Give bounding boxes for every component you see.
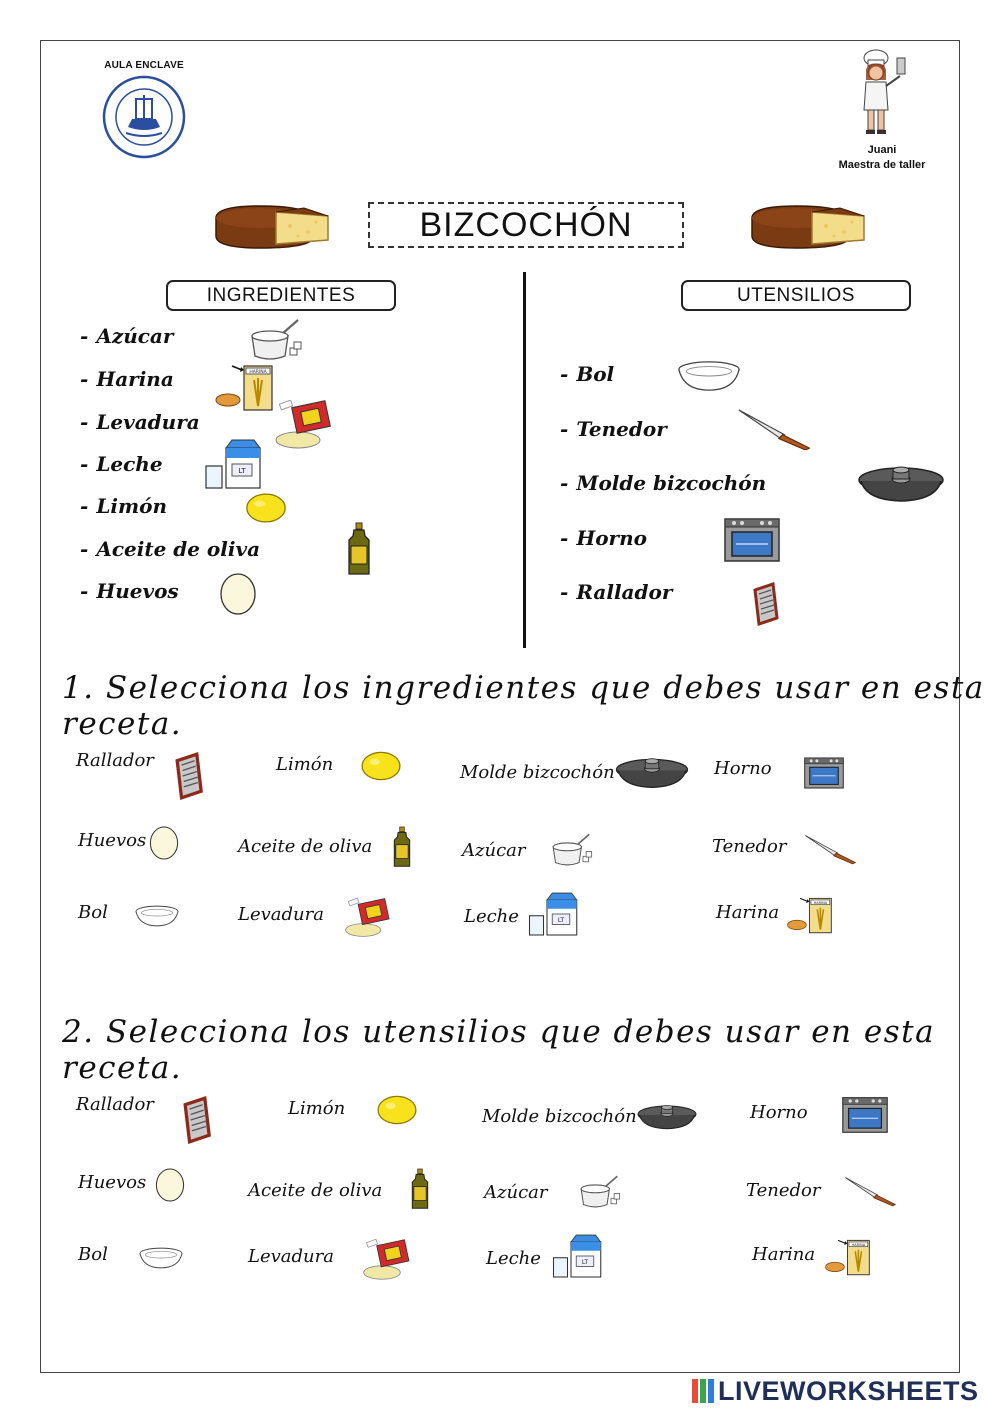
q2-option-label[interactable]: Leche	[486, 1248, 541, 1269]
lemon-icon[interactable]	[360, 750, 402, 782]
q1-option-label[interactable]: Tenedor	[712, 836, 787, 857]
ingredient-item: - Huevos	[80, 579, 179, 603]
column-divider	[523, 272, 526, 648]
utensil-item: - Bol	[560, 362, 615, 386]
q2-option-label[interactable]: Tenedor	[746, 1180, 821, 1201]
grater-icon	[740, 582, 788, 626]
q2-option-label[interactable]: Horno	[750, 1102, 808, 1123]
q2-option-label[interactable]: Rallador	[76, 1094, 154, 1115]
cake-icon	[212, 200, 332, 250]
grater-icon[interactable]	[170, 752, 204, 800]
q1-option-label[interactable]: Bol	[78, 902, 108, 923]
egg-icon[interactable]	[148, 820, 180, 866]
lemon-icon	[238, 492, 294, 524]
school-header	[92, 60, 196, 159]
utensil-item: - Horno	[560, 526, 647, 550]
q1-option-label[interactable]: Rallador	[76, 750, 154, 771]
bowl-icon[interactable]	[134, 898, 180, 934]
cake-mold-icon	[856, 464, 946, 504]
grater-icon[interactable]	[178, 1096, 212, 1144]
q2-option-label[interactable]: Aceite de oliva	[248, 1180, 383, 1201]
cake-mold-icon[interactable]	[636, 1098, 698, 1136]
olive-oil-bottle-icon[interactable]	[410, 1160, 430, 1218]
ingredient-item: - Aceite de oliva	[80, 537, 261, 561]
q1-option-label[interactable]: Leche	[464, 906, 519, 927]
olive-oil-bottle-icon	[346, 522, 372, 576]
q1-option-label[interactable]: Aceite de oliva	[238, 836, 373, 857]
teacher-name: Juani	[867, 144, 897, 156]
ingredient-item: - Harina	[80, 367, 174, 391]
question-2: 2. Selecciona los utensilios que debes usar en esta receta.	[62, 1014, 936, 1086]
knife-icon[interactable]	[844, 1168, 898, 1214]
ingredient-item: - Limón	[80, 494, 168, 518]
olive-oil-bottle-icon[interactable]	[392, 818, 412, 876]
q1-option-label[interactable]: Harina	[716, 902, 780, 923]
q2-option-label[interactable]: Azúcar	[484, 1182, 548, 1203]
ingredient-item: - Leche	[80, 452, 163, 476]
liveworksheets-logo-icon	[692, 1379, 714, 1403]
flour-bag-icon[interactable]	[824, 1232, 874, 1280]
question-1: 1. Selecciona los ingredientes que debes usar en esta receta.	[62, 670, 985, 742]
egg-icon[interactable]	[154, 1162, 186, 1208]
oven-icon[interactable]	[804, 748, 844, 798]
bowl-icon	[676, 360, 742, 392]
utensil-item: - Molde bizcochón	[560, 471, 767, 495]
sugar-bowl-icon[interactable]	[550, 828, 594, 872]
q2-option-label[interactable]: Limón	[288, 1098, 346, 1119]
chef-avatar-icon	[852, 48, 912, 138]
q2-option-label[interactable]: Harina	[752, 1244, 816, 1265]
ingredient-item: - Azúcar	[80, 324, 174, 348]
milk-carton-icon[interactable]	[550, 1230, 606, 1282]
milk-carton-icon[interactable]	[526, 888, 582, 940]
ingredients-heading: INGREDIENTES	[166, 280, 396, 311]
q1-option-label[interactable]: Levadura	[238, 904, 324, 925]
yeast-packet-icon	[274, 400, 334, 450]
egg-icon	[216, 572, 260, 616]
sugar-bowl-icon	[248, 318, 304, 362]
oven-icon	[724, 518, 780, 562]
yeast-packet-icon[interactable]	[344, 892, 392, 944]
q2-option-label[interactable]: Levadura	[248, 1246, 334, 1267]
school-name: AULA ENCLAVE	[104, 60, 184, 71]
utensil-item: - Rallador	[560, 580, 673, 604]
sugar-bowl-icon[interactable]	[578, 1170, 622, 1214]
cake-icon	[748, 200, 868, 250]
lemon-icon[interactable]	[376, 1094, 418, 1126]
q1-option-label[interactable]: Horno	[714, 758, 772, 779]
utensils-heading: UTENSILIOS	[681, 280, 911, 311]
page-title: BIZCOCHÓN	[419, 205, 633, 244]
school-seal-icon	[102, 75, 186, 159]
flour-bag-icon[interactable]	[786, 890, 836, 938]
utensil-item: - Tenedor	[560, 417, 667, 441]
q2-option-label[interactable]: Huevos	[78, 1172, 147, 1193]
cake-mold-icon[interactable]	[614, 754, 690, 792]
knife-icon[interactable]	[804, 826, 858, 872]
bowl-icon[interactable]	[138, 1240, 184, 1276]
q2-option-label[interactable]: Bol	[78, 1244, 108, 1265]
ingredient-item: - Levadura	[80, 410, 200, 434]
oven-icon[interactable]	[842, 1090, 888, 1140]
q1-option-label[interactable]: Huevos	[78, 830, 147, 851]
milk-carton-icon	[200, 438, 268, 490]
liveworksheets-brand[interactable]	[692, 1376, 979, 1406]
teacher-role: Maestra de taller	[838, 159, 926, 171]
flour-bag-icon	[214, 360, 278, 412]
q2-option-label[interactable]: Molde bizcochón	[482, 1106, 637, 1127]
q1-option-label[interactable]: Azúcar	[462, 840, 526, 861]
teacher-header	[826, 48, 938, 173]
knife-icon	[736, 408, 814, 450]
brand-text: LIVEWORKSHEETS	[718, 1375, 979, 1406]
yeast-packet-icon[interactable]	[362, 1234, 412, 1286]
q1-option-label[interactable]: Limón	[276, 754, 334, 775]
q1-option-label[interactable]: Molde bizcochón	[460, 762, 615, 783]
title-box	[368, 202, 684, 248]
